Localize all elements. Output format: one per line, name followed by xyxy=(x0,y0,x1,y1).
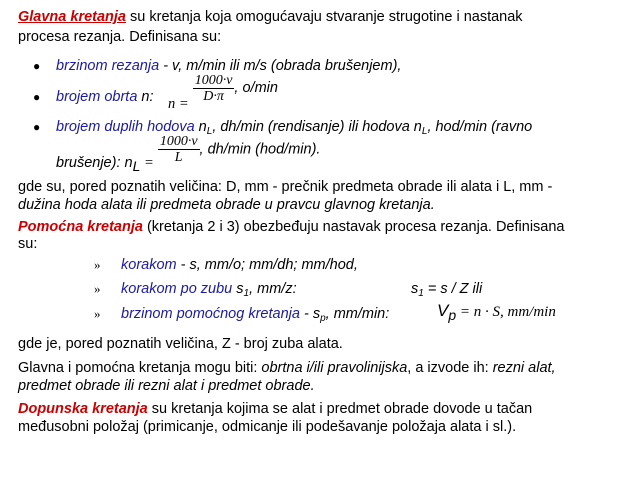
double-strokes-fraction: $\frac{1000\cdot v}{L}$ xyxy=(159,134,198,165)
intro-line-2: procesa rezanja. Definisana su: xyxy=(18,29,222,45)
feed-term: korakom xyxy=(121,257,177,273)
aux-speed-formula: $V_p = n \cdot S$, mm/min xyxy=(437,301,556,323)
where-line-2: dužina hoda alata ili predmeta obrade u pravcu glavnog kretanja. xyxy=(18,197,435,213)
feed-item: korakom - s, mm/o; mm/dh; mm/hod, xyxy=(121,257,358,273)
cutting-speed-term: brzinom rezanja xyxy=(56,58,160,74)
bullet-rpm: brojem obrta n: xyxy=(56,89,154,105)
auxiliary-line-2: su: xyxy=(18,236,38,252)
combined-line-2: predmet obrade ili rezni alat i predmet obrade. xyxy=(18,378,315,394)
where-line-3: gde je, pored poznatih veličina, Z - broj zuba alata. xyxy=(18,336,343,352)
rpm-term: brojem obrta xyxy=(56,89,138,105)
where-line-1: gde su, pored poznatih veličina: D, mm - prečnik predmeta obrade ili alata i L, mm - xyxy=(18,179,553,195)
arrow-marker: » xyxy=(94,306,101,321)
aux-speed-item: brzinom pomoćnog kretanja - $s_p$, mm/min: xyxy=(121,306,390,324)
arrow-marker: » xyxy=(94,281,101,296)
auxiliary-line-1: Pomoćna kretanja (kretanja 2 i 3) obezbeđuju nastavak procesa rezanja. Definisana xyxy=(18,219,565,235)
arrow-marker: » xyxy=(94,257,101,272)
supplementary-line-2: međusobni položaj (primicanje, odmicanje ili podešavanje položaja alata i sl.). xyxy=(18,419,517,435)
feed-per-tooth-term: korakom po zubu xyxy=(121,281,233,297)
intro-line-1 xyxy=(18,9,523,25)
intro-text: su kretanja koja omogućavaju stvaranje strugotine i nastanak xyxy=(126,9,523,25)
bullet-dot: ● xyxy=(33,90,41,104)
supplementary-motion-term: Dopunska kretanja xyxy=(18,401,148,417)
bullet-double-strokes: brojem duplih hodova $n_L$, dh/min (rendisanje) ili hodova $n_L$, hod/min (ravno xyxy=(56,119,533,137)
double-strokes-formula: brušenje): $n_L$ = $\frac{1000\cdot v}{L}$ , dh/min (hod/min). xyxy=(56,134,321,175)
combined-line-1: Glavna i pomoćna kretanja mogu biti: obrtna i/ili pravolinijska, a izvode ih: rezni alat, xyxy=(18,360,556,376)
feed-per-tooth-item: korakom po zubu $s_1$, mm/z: xyxy=(121,281,297,299)
aux-speed-term: brzinom pomoćnog kretanja xyxy=(121,306,300,322)
double-strokes-term: brojem duplih hodova xyxy=(56,119,195,135)
main-motion-term: Glavna kretanja xyxy=(18,9,126,25)
rpm-formula: n = $\frac{1000\cdot v}{D\cdot\pi}$ , o/min xyxy=(168,73,278,113)
supplementary-line-1: Dopunska kretanja su kretanja kojima se alat i predmet obrade dovode u tačan xyxy=(18,401,533,417)
bullet-dot: ● xyxy=(33,59,41,73)
bullet-cutting-speed: brzinom rezanja - v, m/min ili m/s (obrada brušenjem), xyxy=(56,58,402,74)
rpm-fraction: $\frac{1000\cdot v}{D\cdot\pi}$ xyxy=(194,73,233,104)
feed-per-tooth-formula: $s_1 = s / Z$ ili xyxy=(411,281,483,299)
auxiliary-motion-term: Pomoćna kretanja xyxy=(18,219,143,235)
bullet-dot: ● xyxy=(33,120,41,134)
